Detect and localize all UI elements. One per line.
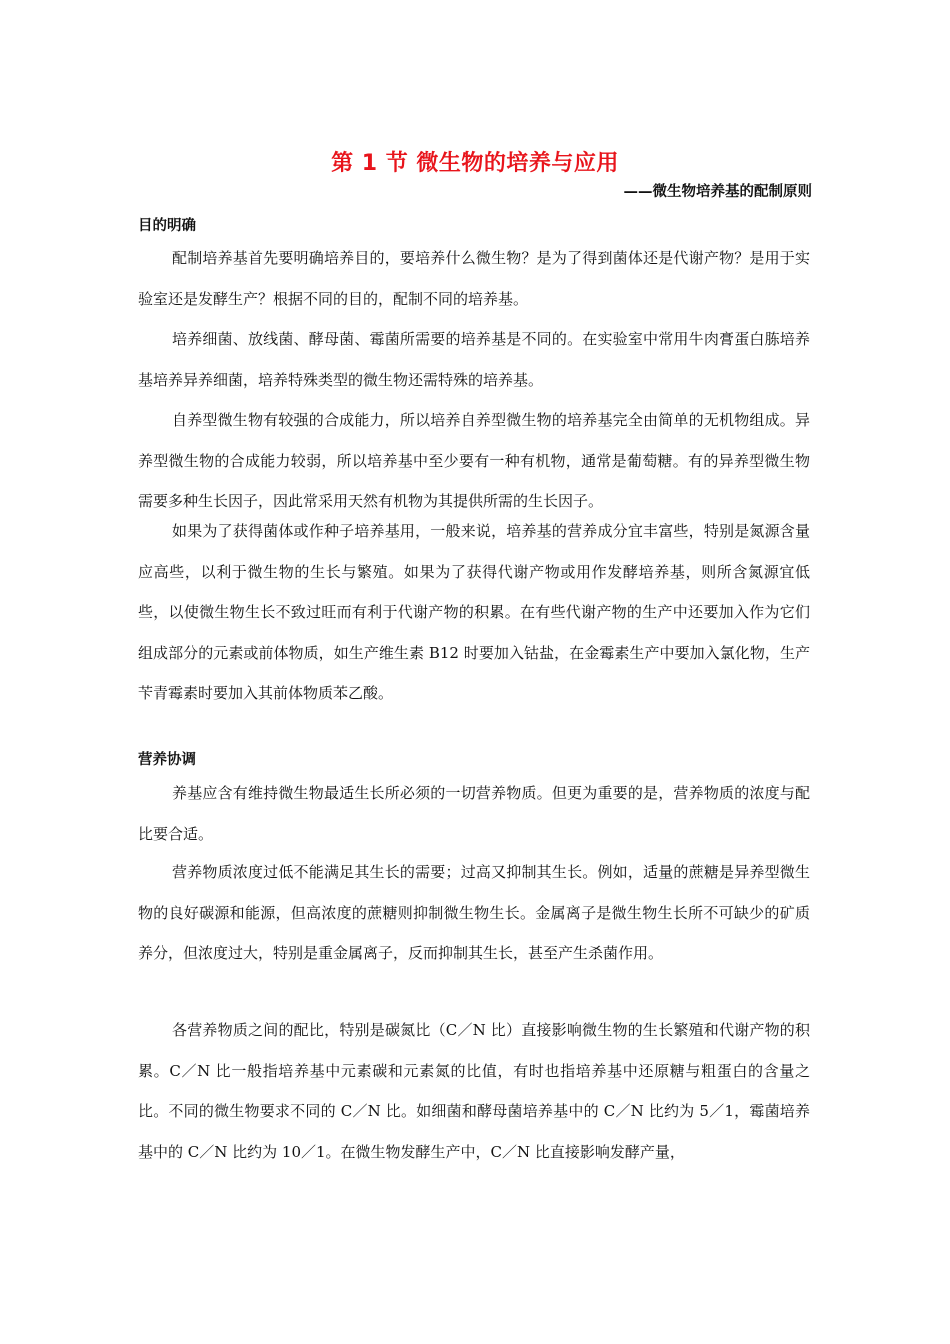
paragraph: 营养物质浓度过低不能满足其生长的需要；过高又抑制其生长。例如，适量的蔗糖是异养型微生物的良好碳源和能源，但高浓度的蔗糖则抑制微生物生长。金属离子是微生物生长所不可缺少的矿质养分，但浓度过大，特别是重金属离子，反而抑制其生长，甚至产生杀菌作用。 bbox=[138, 863, 810, 962]
paragraph: 配制培养基首先要明确培养目的，要培养什么微生物？是为了得到菌体还是代谢产物？是用于实验室还是发酵生产？根据不同的目的，配制不同的培养基。 bbox=[138, 249, 810, 308]
paragraph: 如果为了获得菌体或作种子培养基用，一般来说，培养基的营养成分宜丰富些，特别是氮源含量应高些，以利于微生物的生长与繁殖。如果为了获得代谢产物或用作发酵培养基，则所含氮源宜低些，以使微生物生长不致过旺而有利于代谢产物的积累。在有些代谢产物的生产中还要加入作为它们组成部分的元素或前体物质，如生产维生素 B12 时要加入钴盐，在金霉素生产中要加入氯化物，生产苄青霉素时要加入其前体物质苯乙酸。 bbox=[138, 522, 810, 702]
paragraph: 养基应含有维持微生物最适生长所必须的一切营养物质。但更为重要的是，营养物质的浓度与配比要合适。 bbox=[138, 784, 810, 843]
paragraph: 培养细菌、放线菌、酵母菌、霉菌所需要的培养基是不同的。在实验室中常用牛肉膏蛋白胨培养基培养异养细菌，培养特殊类型的微生物还需特殊的培养基。 bbox=[138, 330, 810, 389]
paragraph: 自养型微生物有较强的合成能力，所以培养自养型微生物的培养基完全由简单的无机物组成。异养型微生物的合成能力较弱，所以培养基中至少要有一种有机物，通常是葡萄糖。有的异养型微生物需要多种生长因子，因此常采用天然有机物为其提供所需的生长因子。 bbox=[138, 411, 810, 510]
page-title: 第 1 节 微生物的培养与应用 bbox=[331, 151, 619, 176]
section-heading: 目的明确 bbox=[138, 218, 196, 234]
paragraph: 各营养物质之间的配比，特别是碳氮比（C／N 比）直接影响微生物的生长繁殖和代谢产物的积累。C／N 比一般指培养基中元素碳和元素氮的比值，有时也指培养基中还原糖与粗蛋白的含量之比。不同的微生物要求不同的 C／N 比。如细菌和酵母菌培养基中的 C／N 比约为 5／1，霉菌培养基中的 C／N 比约为 10／1。在微生物发酵生产中，C／N 比直接影响发酵产量， bbox=[138, 1021, 810, 1161]
section-heading: 营养协调 bbox=[138, 752, 196, 768]
page-subtitle: ——微生物培养基的配制原则 bbox=[623, 184, 812, 200]
